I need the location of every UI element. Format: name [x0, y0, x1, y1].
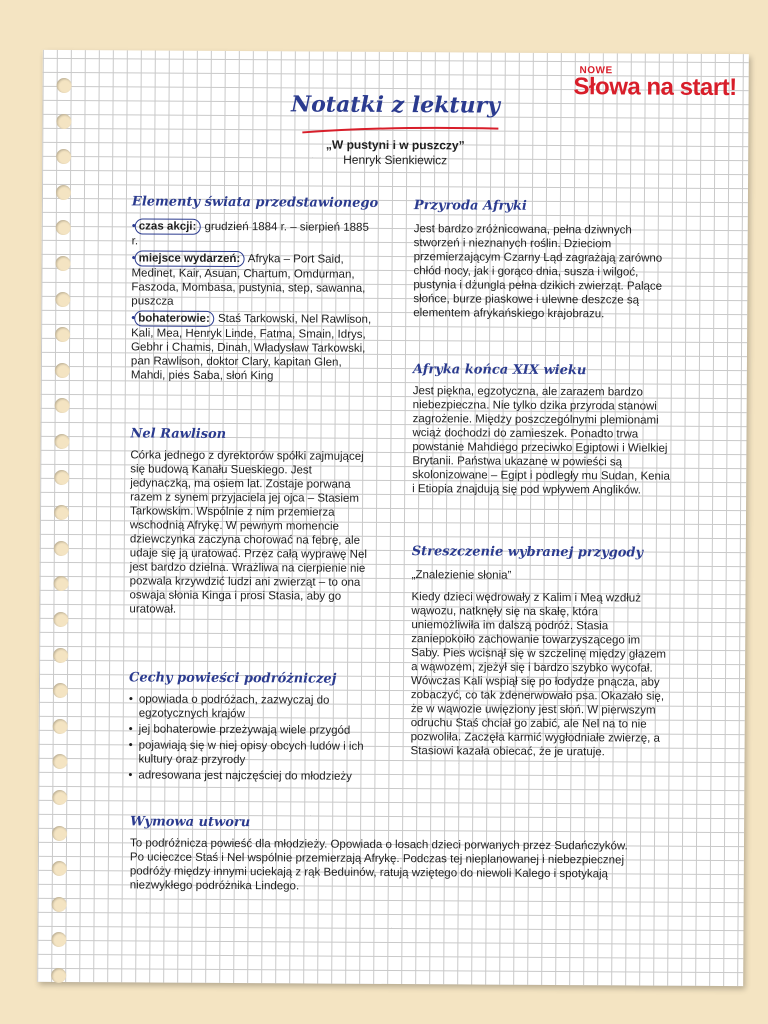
binder-hole [55, 398, 70, 413]
binder-hole [52, 861, 67, 876]
binder-hole [54, 434, 69, 449]
binder-hole [53, 612, 68, 627]
cechy-list [128, 692, 379, 786]
notebook-sheet [37, 50, 749, 986]
binder-hole [53, 648, 68, 663]
heading-przyroda: Przyroda Afryki [413, 198, 527, 214]
binder-hole [53, 719, 68, 734]
binder-hole [53, 683, 68, 698]
binder-hole [54, 541, 69, 556]
binder-hole [55, 292, 70, 307]
cechy-item: • jej bohaterowie przeżywają wiele przygód [129, 722, 379, 738]
book-author: Henryk Sienkiewicz [343, 152, 448, 168]
elementy-miejsce: • miejsce wydarzeń: Afryka – Port Said, Medinet, Kair, Asuan, Chartum, Omdurman, Faszoda, Mombasa, pustynia, step, sawanna, puszcza [131, 250, 371, 309]
binder-hole [55, 327, 70, 342]
heading-cechy: Cechy powieści podróżniczej [128, 670, 337, 687]
cechy-item: • opowiada o podróżach, zazwyczaj do egzotycznych krajów [129, 692, 379, 722]
afryka-text: Jest piękna, egzotyczna, ale zarazem bardzo niebezpieczna. Nie tylko dzika przyroda stanowi zagrożenie. Między poszczególnymi plemionami wciąż dochodzi do zamieszek. Ponadto trwa powstanie Mahdiego przeciwko Egiptowi i Wielkiej Brytanii. Państwa ukazane w powieści są skolonizowane – Egipt i podległy mu Sudan, Kenia i Etiopia znajdują się pod wpływem Anglików. [412, 385, 670, 497]
heading-wymowa: Wymowa utworu [130, 814, 251, 831]
heading-streszczenie: Streszczenie wybranej przygody [411, 544, 644, 561]
binder-hole [54, 505, 69, 520]
page-title: Notatki z lektury [290, 91, 501, 119]
nel-text: Córka jednego z dyrektorów spółki zajmującej się budową Kanału Sueskiego. Jest jedynaczką, ma osiem lat. Zostaje porwana razem z synem przyjaciela jej ojca – Stasiem Tarkowskim. Wspólnie z nim przemierza wschodnią Afrykę. W pewnym momencie dziewczynka zaczyna chorować na febrę, ale udaje się ją uratować. Przez całą wyprawę Nel jest bardzo dzielna. Wrażliwa na cierpienie nie pozwala krzywdzić ludzi ani zwierząt – to ona oswaja słonia Kinga i prosi Stasia, aby go uratował. [129, 449, 367, 616]
przyroda-text: Jest bardzo zróżnicowana, pełna dziwnych stworzeń i nieznanych roślin. Dzieciom przemierzającym Czarny Ląd zagrażają zarówno chłód nocy, jak i gorąco dnia, susza i wilgoć, pustynia i dżungla pełna dzikich zwierząt. Palące słońce, burze piaskowe i ulewne deszcze są elementem afrykańskiego krajobrazu. [413, 223, 663, 321]
heading-afryka: Afryka końca XIX wieku [412, 362, 587, 379]
brand-name: Słowa na start! [573, 73, 737, 102]
binder-hole [51, 968, 66, 983]
binder-hole [52, 790, 67, 805]
binder-hole [56, 220, 71, 235]
streszczenie-subtitle: „Znalezienie słonia” [411, 569, 512, 582]
binder-hole [52, 754, 67, 769]
title-underline [300, 123, 500, 136]
binder-hole [54, 470, 69, 485]
title-wrap [42, 90, 748, 120]
streszczenie-text: Kiedy dzieci wędrowały z Kalim i Meą wzdłuż wąwozu, natknęły się na skałę, która uniemożliwiła im dalszą podróż. Stasia zaniepokoiło zachowanie towarzyszącego im Saby. Pies wcisnął się w szczelinę między głazem a wąwozem, zjeżył się i bardzo szybko wycofał. Wówczas Kali wspiął się po łodydze pnącza, aby zobaczyć, co tak zdenerwowało psa. Okazało się, że w wąwozie uwięziony jest słoń. W pierwszym odruchu Staś chciał go zabić, ale Nel na to nie pozwoliła. Zaczęła karmić wygłodniałe zwierzę, a Stasiowi kazała obiecać, że je uratuje. [410, 591, 667, 759]
cechy-item: • pojawiają się w niej opisy obcych ludów i ich kultury oraz przyrody [128, 738, 378, 768]
elementy-text [131, 218, 372, 383]
elementy-czas: • czas akcji: grudzień 1884 r. – sierpień 1885 r. [132, 218, 372, 249]
elementy-bohaterowie: • bohaterowie: Staś Tarkowski, Nel Rawlison, Kali, Mea, Henryk Linde, Fatma, Smain, Idrys, Gebhr i Chamis, Dinah, Władysław Tarkowski, pan Rawlison, doktor Clary, kapitan Glen, Mahdi, pies Saba, słoń King [131, 310, 371, 383]
binder-holes [37, 50, 83, 982]
brand-small: NOWE [579, 65, 613, 77]
binder-hole [54, 576, 69, 591]
heading-nel: Nel Rawlison [130, 426, 227, 442]
binder-hole [56, 256, 71, 271]
wymowa-text: To podróżnicza powieść dla młodzieży. Opowiada o losach dzieci porwanych przez Sudańczyków. Po ucieczce Staś i Nel wspólnie przemierzają Afrykę. Podczas tej nieplanowanej i niebezpiecznej podróży między innymi uciekają z rąk Beduinów, ratują wziętego do niewoli Kalego i spotykają niezwykłego podróżnika Lindego. [129, 837, 628, 893]
binder-hole [56, 185, 71, 200]
book-title: „W pustyni i w puszczy” [325, 137, 465, 153]
binder-hole [52, 897, 67, 912]
binder-hole [55, 363, 70, 378]
binder-hole [51, 932, 66, 947]
cechy-item: • adresowana jest najczęściej do młodzieży [128, 768, 378, 784]
binder-hole [52, 826, 67, 841]
heading-elementy: Elementy świata przedstawionego [131, 194, 379, 211]
